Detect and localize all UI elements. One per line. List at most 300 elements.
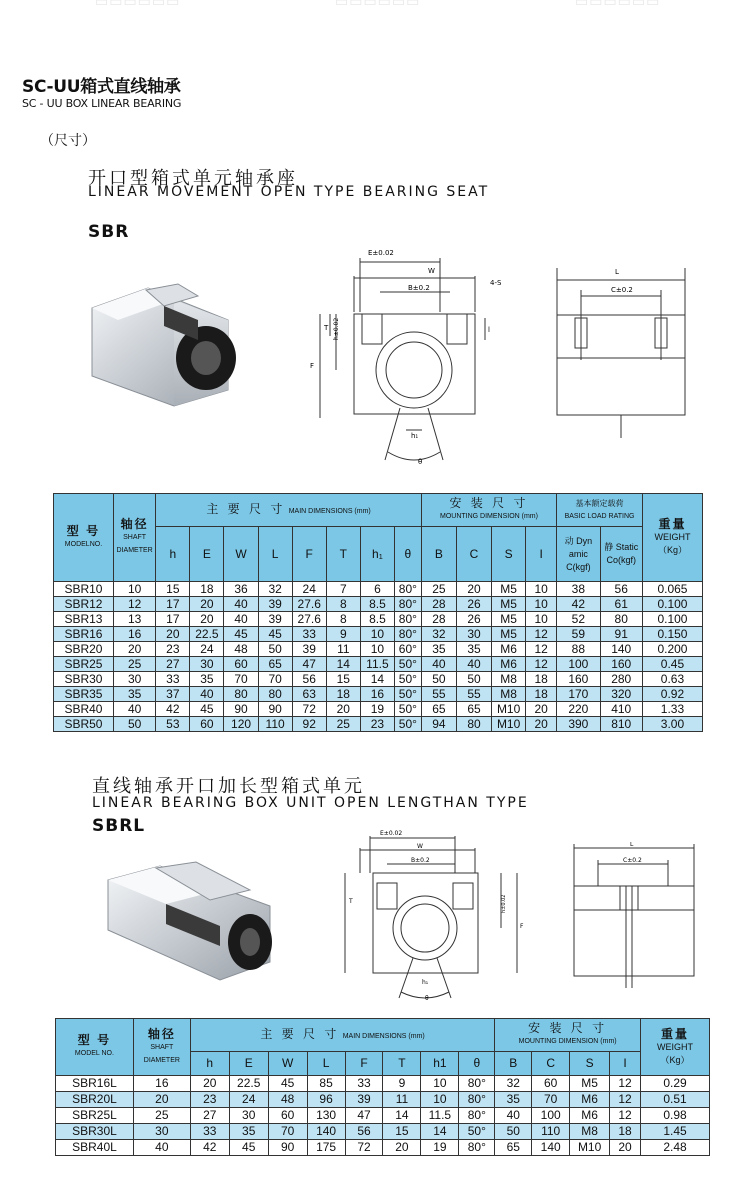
table-cell: SBR35: [54, 687, 114, 702]
table-row: [54, 717, 703, 732]
table-cell: 12: [526, 657, 557, 672]
table-cell: 26: [456, 597, 491, 612]
table-cell: 35: [495, 1092, 532, 1108]
table-cell: 20: [526, 717, 557, 732]
table-cell: 80: [600, 612, 642, 627]
sbr-label-e: E±0.02: [368, 249, 394, 257]
table-cell: 35: [229, 1124, 268, 1140]
sbrl-model: SBRL: [92, 816, 146, 836]
sbr-label-h: h±0.02: [333, 317, 340, 340]
sbrl-label-e: E±0.02: [380, 830, 403, 837]
table-cell: 80: [258, 687, 292, 702]
table-cell: 16: [113, 627, 155, 642]
table-cell: 70: [532, 1092, 570, 1108]
table-cell: 160: [557, 672, 600, 687]
table-cell: 40: [421, 657, 456, 672]
table-cell: 45: [258, 627, 292, 642]
sbrl-col-e: E: [229, 1052, 268, 1076]
table-cell: 320: [600, 687, 642, 702]
table-cell: 25: [113, 657, 155, 672]
sbr-label-t: T: [324, 324, 329, 332]
sbrl-col-l: L: [307, 1052, 345, 1076]
table-cell: 50: [421, 672, 456, 687]
table-cell: 27.6: [292, 612, 326, 627]
table-cell: 175: [307, 1140, 345, 1156]
table-cell: 14: [383, 1108, 421, 1124]
sbrl-table-body: [56, 1076, 710, 1156]
table-cell: 90: [258, 702, 292, 717]
table-cell: 810: [600, 717, 642, 732]
sbr-h-mount-en: MOUNTING DIMENSION (mm): [439, 513, 538, 520]
sbr-col-w: W: [224, 527, 258, 582]
table-cell: 33: [190, 1124, 229, 1140]
table-cell: 9: [326, 627, 360, 642]
table-cell: 60: [532, 1076, 570, 1092]
table-cell: 14: [360, 672, 394, 687]
table-cell: 80°: [459, 1076, 495, 1092]
table-cell: SBR12: [54, 597, 114, 612]
table-cell: 100: [557, 657, 600, 672]
table-cell: 60: [224, 657, 258, 672]
table-cell: 9: [383, 1076, 421, 1092]
table-cell: 80°: [459, 1140, 495, 1156]
sbr-h-weight-cn: 重量: [658, 517, 687, 531]
sbrl-label-theta: θ: [425, 995, 429, 1002]
watermark: ▭▭▭▭▭▭: [95, 0, 181, 10]
table-cell: 20: [113, 642, 155, 657]
table-cell: 25: [326, 717, 360, 732]
table-row: [54, 672, 703, 687]
sbr-col-e: E: [190, 527, 224, 582]
table-cell: 10: [113, 582, 155, 597]
table-cell: 40: [495, 1108, 532, 1124]
table-cell: 130: [307, 1108, 345, 1124]
table-cell: 39: [258, 612, 292, 627]
table-cell: 80: [456, 717, 491, 732]
table-cell: 170: [557, 687, 600, 702]
table-cell: 20: [610, 1140, 641, 1156]
table-cell: 60: [268, 1108, 307, 1124]
table-cell: 28: [421, 597, 456, 612]
table-cell: 42: [156, 702, 190, 717]
table-cell: 20: [326, 702, 360, 717]
table-cell: 12: [113, 597, 155, 612]
table-cell: 3.00: [642, 717, 702, 732]
table-cell: 56: [600, 582, 642, 597]
table-row: [54, 627, 703, 642]
table-cell: 20: [156, 627, 190, 642]
table-cell: 47: [292, 657, 326, 672]
table-cell: 30: [456, 627, 491, 642]
table-cell: 85: [307, 1076, 345, 1092]
table-cell: 12: [526, 642, 557, 657]
sbrl-col-h1: h1: [421, 1052, 459, 1076]
table-cell: 80°: [459, 1092, 495, 1108]
table-cell: 32: [421, 627, 456, 642]
table-cell: 22.5: [229, 1076, 268, 1092]
table-cell: 32: [495, 1076, 532, 1092]
table-cell: 40: [190, 687, 224, 702]
sbr-label-w: W: [428, 267, 435, 275]
table-cell: SBR20: [54, 642, 114, 657]
table-cell: 2.48: [641, 1140, 710, 1156]
sbrl-col-s: S: [570, 1052, 610, 1076]
sbr-col-t: T: [326, 527, 360, 582]
table-cell: 50: [258, 642, 292, 657]
sbrl-h-shaft-cn: 轴径: [147, 1026, 176, 1041]
table-cell: 50°: [394, 717, 421, 732]
sbrl-side-drawing: [568, 842, 703, 992]
table-cell: 24: [229, 1092, 268, 1108]
sbrl-col-t: T: [383, 1052, 421, 1076]
sbr-title-en: LINEAR MOVEMENT OPEN TYPE BEARING SEAT: [88, 184, 490, 200]
page-title: SC-UU箱式直线轴承: [22, 77, 181, 97]
table-cell: 27.6: [292, 597, 326, 612]
sbrl-col-h: h: [190, 1052, 229, 1076]
sbrl-h-weight-cn: 重量: [661, 1026, 690, 1041]
table-cell: M5: [492, 582, 526, 597]
table-cell: 0.100: [642, 597, 702, 612]
table-cell: 38: [557, 582, 600, 597]
table-cell: 65: [421, 702, 456, 717]
table-cell: 40: [113, 702, 155, 717]
table-cell: 24: [292, 582, 326, 597]
table-cell: 59: [557, 627, 600, 642]
table-row: [56, 1076, 710, 1092]
table-cell: 32: [258, 582, 292, 597]
table-cell: M8: [492, 672, 526, 687]
table-cell: 11: [326, 642, 360, 657]
table-cell: M5: [570, 1076, 610, 1092]
table-cell: 0.45: [642, 657, 702, 672]
table-cell: 0.63: [642, 672, 702, 687]
table-cell: 25: [133, 1108, 190, 1124]
table-cell: 92: [292, 717, 326, 732]
table-cell: 65: [258, 657, 292, 672]
table-cell: 14: [326, 657, 360, 672]
table-cell: SBR16L: [56, 1076, 134, 1092]
table-cell: 10: [421, 1076, 459, 1092]
table-cell: SBR10: [54, 582, 114, 597]
sbrl-front-drawing: [325, 828, 535, 1003]
table-row: [54, 687, 703, 702]
table-cell: 100: [532, 1108, 570, 1124]
sbr-h-weight-unit: （Kg）: [657, 545, 687, 555]
sbrl-h-main-en: MAIN DIMENSIONS (mm): [342, 1032, 425, 1040]
dimensions-label: （尺寸）: [40, 133, 96, 149]
table-cell: 50: [495, 1124, 532, 1140]
table-cell: 11.5: [360, 657, 394, 672]
table-cell: 18: [190, 582, 224, 597]
table-cell: 16: [360, 687, 394, 702]
table-cell: SBR13: [54, 612, 114, 627]
table-cell: 47: [345, 1108, 383, 1124]
table-cell: 88: [557, 642, 600, 657]
table-cell: 140: [532, 1140, 570, 1156]
table-row: [54, 597, 703, 612]
table-cell: 48: [268, 1092, 307, 1108]
table-cell: 25: [421, 582, 456, 597]
table-cell: 80°: [394, 597, 421, 612]
table-cell: 15: [383, 1124, 421, 1140]
table-cell: 18: [326, 687, 360, 702]
table-cell: 20: [456, 582, 491, 597]
table-cell: 50°: [394, 657, 421, 672]
table-cell: 80: [224, 687, 258, 702]
sbr-col-h1: h₁: [360, 527, 394, 582]
sbr-h-load-cn: 基本额定载荷: [575, 499, 624, 508]
table-cell: 18: [526, 672, 557, 687]
table-cell: 24: [190, 642, 224, 657]
table-cell: 1.33: [642, 702, 702, 717]
table-cell: 26: [456, 612, 491, 627]
sbr-col-c: C: [456, 527, 491, 582]
sbrl-col-theta: θ: [459, 1052, 495, 1076]
table-cell: M5: [492, 597, 526, 612]
table-cell: 50°: [394, 702, 421, 717]
table-cell: 33: [292, 627, 326, 642]
table-cell: 10: [526, 582, 557, 597]
table-cell: 35: [190, 672, 224, 687]
sbr-h-model-cn: 型 号: [66, 523, 101, 538]
sbr-col-f: F: [292, 527, 326, 582]
table-cell: 45: [229, 1140, 268, 1156]
sbrl-h-model-en: MODEL NO.: [74, 1050, 114, 1057]
table-cell: 20: [190, 597, 224, 612]
table-cell: SBR16: [54, 627, 114, 642]
table-cell: 52: [557, 612, 600, 627]
table-row: [56, 1124, 710, 1140]
sbrl-label-h: h±0.02: [501, 894, 507, 913]
table-cell: 8: [326, 597, 360, 612]
table-cell: 6: [360, 582, 394, 597]
sbr-table-body: [54, 582, 703, 732]
table-cell: 55: [456, 687, 491, 702]
sbrl-side-label-c: C±0.2: [623, 857, 642, 864]
sbr-col-l: L: [258, 527, 292, 582]
table-cell: 16: [133, 1076, 190, 1092]
sbr-h-model-en: MODELNO.: [64, 540, 103, 548]
table-cell: 72: [345, 1140, 383, 1156]
table-cell: 18: [526, 687, 557, 702]
table-cell: 36: [224, 582, 258, 597]
table-cell: 8.5: [360, 597, 394, 612]
table-cell: 10: [360, 627, 394, 642]
table-cell: 10: [526, 597, 557, 612]
table-cell: 33: [156, 672, 190, 687]
table-cell: 390: [557, 717, 600, 732]
table-cell: 50: [113, 717, 155, 732]
table-cell: 110: [258, 717, 292, 732]
table-cell: SBR30L: [56, 1124, 134, 1140]
table-cell: 11.5: [421, 1108, 459, 1124]
sbrl-label-t: T: [349, 898, 353, 905]
table-cell: M5: [492, 612, 526, 627]
table-cell: 33: [345, 1076, 383, 1092]
table-cell: SBR40L: [56, 1140, 134, 1156]
sbr-side-label-l: L: [615, 268, 619, 276]
table-cell: M6: [492, 642, 526, 657]
table-cell: 63: [292, 687, 326, 702]
table-cell: 12: [610, 1092, 641, 1108]
sbrl-col-f: F: [345, 1052, 383, 1076]
sbr-title-cn: 开口型箱式单元轴承座: [88, 168, 298, 189]
sbrl-label-f: F: [520, 923, 524, 930]
table-cell: 20: [133, 1092, 190, 1108]
sbrl-title-cn: 直线轴承开口加长型箱式单元: [92, 776, 365, 797]
table-cell: 50°: [394, 672, 421, 687]
table-cell: SBR25: [54, 657, 114, 672]
table-cell: 30: [229, 1108, 268, 1124]
table-cell: 28: [421, 612, 456, 627]
table-cell: 14: [421, 1124, 459, 1140]
sbr-h-shaft-en: SHAFT DIAMETER: [116, 534, 153, 554]
table-cell: 50°: [394, 687, 421, 702]
table-cell: 22.5: [190, 627, 224, 642]
table-cell: 0.92: [642, 687, 702, 702]
table-cell: 42: [190, 1140, 229, 1156]
table-cell: 20: [526, 702, 557, 717]
table-cell: 80°: [394, 582, 421, 597]
table-cell: 42: [557, 597, 600, 612]
sbrl-title-en: LINEAR BEARING BOX UNIT OPEN LENGTHAN TYPE: [92, 795, 529, 811]
table-cell: 90: [224, 702, 258, 717]
table-row: [54, 612, 703, 627]
table-cell: 53: [156, 717, 190, 732]
sbr-h-mount-cn: 安 装 尺 寸: [449, 496, 529, 510]
table-cell: 80°: [394, 612, 421, 627]
table-cell: 18: [610, 1124, 641, 1140]
table-cell: 72: [292, 702, 326, 717]
sbrl-h-main-cn: 主 要 尺 寸: [260, 1026, 340, 1041]
sbr-h-main-cn: 主 要 尺 寸: [206, 501, 286, 516]
sbr-product-image: [78, 280, 248, 410]
table-row: [54, 657, 703, 672]
table-cell: 56: [345, 1124, 383, 1140]
table-cell: 1.45: [641, 1124, 710, 1140]
table-cell: 140: [307, 1124, 345, 1140]
sbrl-h-mount-en: MOUNTING DIMENSION (mm): [518, 1038, 617, 1045]
table-cell: 15: [326, 672, 360, 687]
watermark: ▭▭▭▭▭▭: [335, 0, 421, 10]
sbrl-h-weight-unit: （Kg）: [660, 1054, 690, 1065]
table-cell: 17: [156, 597, 190, 612]
sbr-label-b: B±0.2: [408, 284, 430, 292]
sbr-label-s: 4-S: [490, 279, 502, 287]
table-cell: 0.29: [641, 1076, 710, 1092]
table-cell: SBR50: [54, 717, 114, 732]
table-cell: 40: [224, 597, 258, 612]
sbr-model: SBR: [88, 222, 130, 242]
table-cell: 17: [156, 612, 190, 627]
sbr-col-dynamic: 动 Dyn amic C(kgf): [557, 527, 600, 582]
table-cell: 10: [421, 1092, 459, 1108]
table-cell: 160: [600, 657, 642, 672]
table-cell: 65: [495, 1140, 532, 1156]
table-cell: 91: [600, 627, 642, 642]
sbr-label-theta: θ: [418, 458, 423, 466]
table-cell: 80°: [394, 627, 421, 642]
sbr-col-b: B: [421, 527, 456, 582]
table-cell: 120: [224, 717, 258, 732]
table-cell: 48: [224, 642, 258, 657]
table-cell: 0.98: [641, 1108, 710, 1124]
table-cell: M10: [492, 717, 526, 732]
table-cell: 39: [258, 597, 292, 612]
table-cell: 35: [113, 687, 155, 702]
sbr-spec-table: [53, 493, 703, 732]
table-cell: M6: [570, 1108, 610, 1124]
page-subtitle: SC - UU BOX LINEAR BEARING: [22, 97, 182, 110]
table-cell: SBR25L: [56, 1108, 134, 1124]
table-cell: SBR40: [54, 702, 114, 717]
table-cell: SBR30: [54, 672, 114, 687]
sbrl-h-weight-en: WEIGHT: [657, 1041, 693, 1052]
sbr-h-load-en: BASIC LOAD RATING: [564, 513, 635, 520]
table-cell: 45: [190, 702, 224, 717]
table-cell: 45: [224, 627, 258, 642]
sbr-front-drawing: [280, 240, 520, 470]
sbrl-label-b: B±0.2: [411, 857, 430, 864]
sbr-side-label-c: C±0.2: [611, 286, 633, 294]
sbr-label-l: l: [488, 326, 490, 334]
sbrl-h-mount-cn: 安 装 尺 寸: [528, 1021, 608, 1035]
table-cell: 96: [307, 1092, 345, 1108]
table-cell: 39: [292, 642, 326, 657]
sbr-col-s: S: [492, 527, 526, 582]
sbr-col-i: I: [526, 527, 557, 582]
table-cell: 70: [268, 1124, 307, 1140]
table-cell: 55: [421, 687, 456, 702]
sbrl-label-h1: h₁: [422, 979, 429, 986]
table-cell: 56: [292, 672, 326, 687]
table-cell: 23: [156, 642, 190, 657]
table-cell: 50: [456, 672, 491, 687]
table-cell: 30: [133, 1124, 190, 1140]
sbr-label-f: F: [310, 362, 315, 370]
table-cell: 20: [383, 1140, 421, 1156]
table-row: [56, 1140, 710, 1156]
sbrl-side-label-l: L: [630, 842, 634, 848]
table-cell: 19: [360, 702, 394, 717]
sbrl-col-i: I: [610, 1052, 641, 1076]
table-cell: 280: [600, 672, 642, 687]
table-cell: 65: [456, 702, 491, 717]
table-cell: 27: [156, 657, 190, 672]
sbrl-h-model-cn: 型 号: [77, 1033, 112, 1047]
table-cell: 40: [224, 612, 258, 627]
table-cell: M8: [570, 1124, 610, 1140]
sbrl-spec-table: [55, 1018, 710, 1156]
sbr-label-h1: h₁: [411, 432, 419, 440]
table-row: [54, 702, 703, 717]
table-cell: 13: [113, 612, 155, 627]
table-cell: SBR20L: [56, 1092, 134, 1108]
table-cell: 7: [326, 582, 360, 597]
table-cell: 12: [526, 627, 557, 642]
table-cell: 60: [190, 717, 224, 732]
table-cell: 40: [133, 1140, 190, 1156]
table-cell: 0.100: [642, 612, 702, 627]
sbr-side-drawing: [545, 260, 695, 440]
table-cell: 12: [610, 1076, 641, 1092]
sbrl-col-b: B: [495, 1052, 532, 1076]
table-cell: 50°: [459, 1124, 495, 1140]
table-cell: M6: [492, 657, 526, 672]
table-cell: 19: [421, 1140, 459, 1156]
table-cell: 70: [224, 672, 258, 687]
table-cell: 0.065: [642, 582, 702, 597]
